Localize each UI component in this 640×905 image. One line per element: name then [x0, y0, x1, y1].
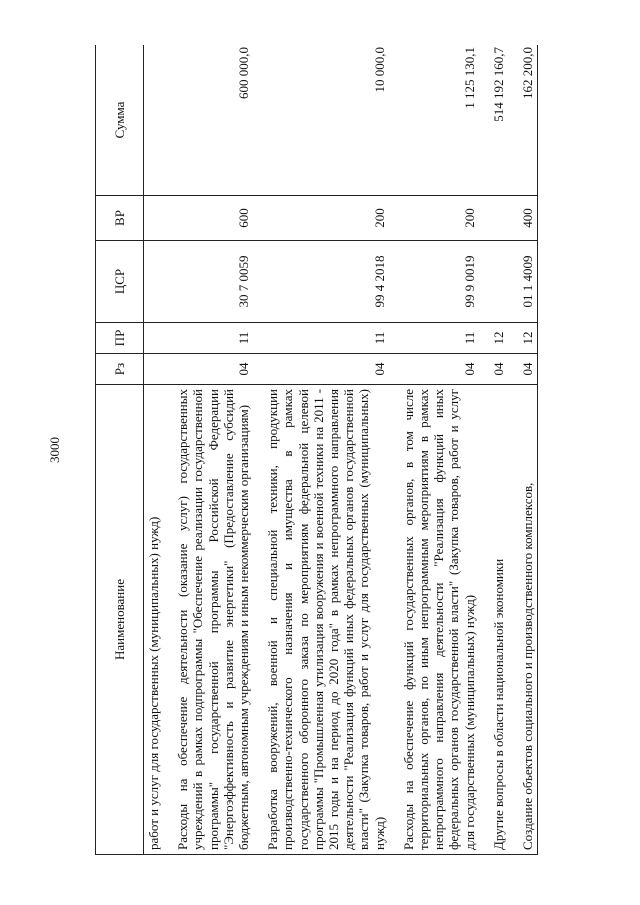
row-spacer: [253, 45, 263, 855]
row-rz: 04: [173, 354, 253, 385]
row-vr: 600: [173, 196, 253, 241]
row-csr: 99 9 0019: [399, 241, 479, 323]
row-csr: [144, 241, 164, 323]
row-pr: 11: [173, 323, 253, 354]
budget-table: [95, 45, 538, 855]
table-row: [518, 45, 538, 855]
page-number: 3000: [47, 437, 62, 463]
row-pr: 11: [399, 323, 479, 354]
row-vr: 400: [518, 196, 538, 241]
table-row: [144, 45, 164, 855]
row-vr: [489, 196, 508, 241]
row-rz: 04: [399, 354, 479, 385]
row-spacer: [508, 45, 518, 855]
row-name: Расходы на обеспечение деятельности (оказание услуг) государственных учреждений в рамках подпрограммы "Обеспечение реализации государственной программы" государственной программы Российской Федерации "Энергоэффективность и развитие энергетики" (Предоставление субсидий бюджетным, автономным учреждениям и иным некоммерческим организациям): [173, 385, 253, 855]
row-rz: 04: [518, 354, 538, 385]
header-name: Наименование: [96, 385, 144, 855]
row-rz: 04: [263, 354, 389, 385]
rotated-page-area: [95, 45, 615, 855]
row-name: Расходы на обеспечение функций государственных органов, в том числе территориальных органов, по иным непрограммным мероприятиям в рамках непрограммного направления деятельности "Реализация функций иных федеральных органов государственной власти" (Закупка товаров, работ и услуг для государственных (муниципальных) нужд): [399, 385, 479, 855]
table-row: [173, 45, 253, 855]
header-vr: ВР: [96, 196, 144, 241]
row-sum: 10 000,0: [263, 45, 389, 196]
row-rz: [144, 354, 164, 385]
budget-table-frame: [95, 45, 615, 855]
table-row: [263, 45, 389, 855]
row-csr: 01 1 4009: [518, 241, 538, 323]
header-sum: Сумма: [96, 45, 144, 196]
header-pr: ПР: [96, 323, 144, 354]
row-pr: [144, 323, 164, 354]
row-spacer: [163, 45, 173, 855]
row-pr: 11: [263, 323, 389, 354]
row-rz: 04: [489, 354, 508, 385]
row-sum: 600 000,0: [173, 45, 253, 196]
header-csr: ЦСР: [96, 241, 144, 323]
row-csr: 30 7 0059: [173, 241, 253, 323]
row-sum: 162 200,0: [518, 45, 538, 196]
row-name: Другие вопросы в области национальной экономики: [489, 385, 508, 855]
table-header-row: [96, 45, 144, 855]
row-vr: 200: [399, 196, 479, 241]
row-sum: [144, 45, 164, 196]
row-vr: [144, 196, 164, 241]
row-name: Разработка вооружений, военной и специальной техники, продукции производственно-технического назначения и имущества в рамках государственного оборонного заказа по мероприятиям федеральной целевой программы "Промышленная утилизация вооружения и военной техники на 2011 - 2015 годы и на период до 2020 года" в рамках непрограммного направления деятельности "Реализация функций иных федеральных органов государственной власти" (Закупка товаров, работ и услуг для государственных (муниципальных) нужд): [263, 385, 389, 855]
row-pr: 12: [489, 323, 508, 354]
row-csr: 99 4 2018: [263, 241, 389, 323]
row-pr: 12: [518, 323, 538, 354]
table-row: [399, 45, 479, 855]
row-csr: [489, 241, 508, 323]
row-spacer: [479, 45, 489, 855]
row-spacer: [389, 45, 399, 855]
row-sum: 1 125 130,1: [399, 45, 479, 196]
header-rz: Рз: [96, 354, 144, 385]
row-vr: 200: [263, 196, 389, 241]
table-row: [489, 45, 508, 855]
row-name: Создание объектов социального и производственного комплексов,: [518, 385, 538, 855]
row-sum: 514 192 160,7: [489, 45, 508, 196]
row-name: работ и услуг для государственных (муниципальных) нужд): [144, 385, 164, 855]
